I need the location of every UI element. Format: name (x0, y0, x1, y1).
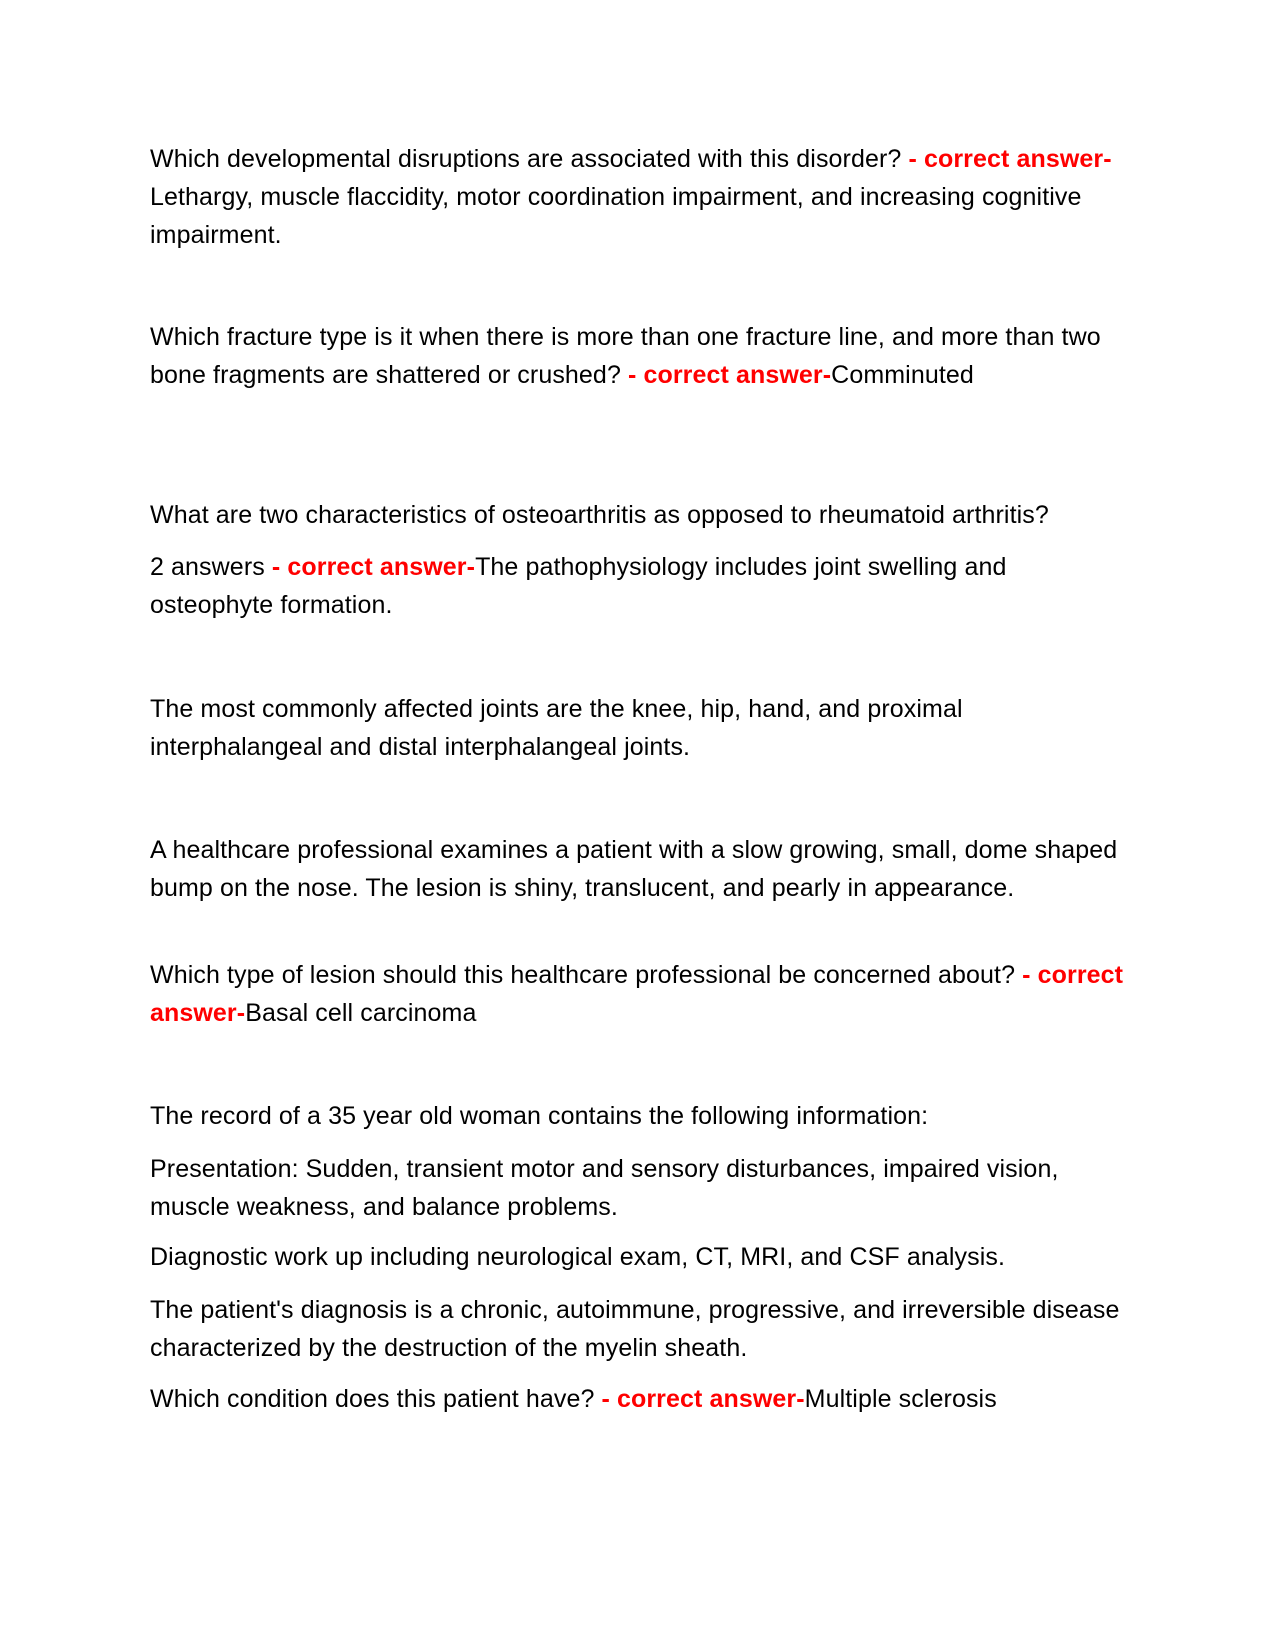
body-text: The record of a 35 year old woman contains the following information: (150, 1102, 929, 1130)
answer-text: The pathophysiology includes joint swelling and osteophyte formation. (150, 553, 1007, 619)
body-text: Presentation: Sudden, transient motor and sensory disturbances, impaired vision, muscle weakness, and balance problems. (150, 1155, 1059, 1221)
question-text: Which developmental disruptions are associated with this disorder? (150, 145, 909, 173)
paragraph-affected-joints (150, 690, 1130, 766)
body-text: A healthcare professional examines a patient with a slow growing, small, dome shaped bump on the nose. The lesion is shiny, translucent, and pearly in appearance. (150, 836, 1118, 902)
paragraph-fracture-type (150, 318, 1130, 394)
correct-answer-marker: - correct answer- (150, 961, 1124, 1027)
correct-answer-marker: - correct answer- (271, 553, 476, 581)
question-text: Which fracture type is it when there is more than one fracture line, and more than two bone fragments are shattered or crushed? (150, 323, 1101, 389)
question-text: Which type of lesion should this healthcare professional be concerned about? (150, 961, 1023, 989)
question-text: 2 answers (150, 553, 272, 581)
body-text: Diagnostic work up including neurological exam, CT, MRI, and CSF analysis. (150, 1243, 1005, 1271)
correct-answer-marker: - correct answer- (601, 1385, 805, 1413)
body-text: The most commonly affected joints are the knee, hip, hand, and proximal interphalangeal and distal interphalangeal joints. (150, 695, 963, 761)
body-text: The patient's diagnosis is a chronic, autoimmune, progressive, and irreversible disease characterized by the destruction of the myelin sheath. (150, 1296, 1120, 1362)
correct-answer-marker: - correct answer- (628, 361, 832, 389)
paragraph-lesion-question (150, 956, 1130, 1032)
paragraph-diagnostic-workup (150, 1238, 1130, 1276)
paragraph-lesion-case (150, 831, 1130, 907)
paragraph-osteoarthritis-answer (150, 548, 1130, 624)
answer-text: Multiple sclerosis (804, 1385, 997, 1413)
answer-text: Basal cell carcinoma (245, 999, 477, 1027)
paragraph-condition-question (150, 1380, 1130, 1418)
paragraph-osteoarthritis-question (150, 496, 1130, 534)
answer-text: Comminuted (831, 361, 974, 389)
correct-answer-marker: - correct answer- (908, 145, 1112, 173)
question-text: Which condition does this patient have? (150, 1385, 602, 1413)
question-text: What are two characteristics of osteoarthritis as opposed to rheumatoid arthritis? (150, 501, 1049, 529)
paragraph-developmental-disruptions (150, 140, 1130, 254)
answer-text: Lethargy, muscle flaccidity, motor coordination impairment, and increasing cognitive impairment. (150, 183, 1082, 249)
paragraph-diagnosis (150, 1291, 1130, 1367)
paragraph-record-intro (150, 1097, 1130, 1135)
paragraph-presentation (150, 1150, 1130, 1226)
